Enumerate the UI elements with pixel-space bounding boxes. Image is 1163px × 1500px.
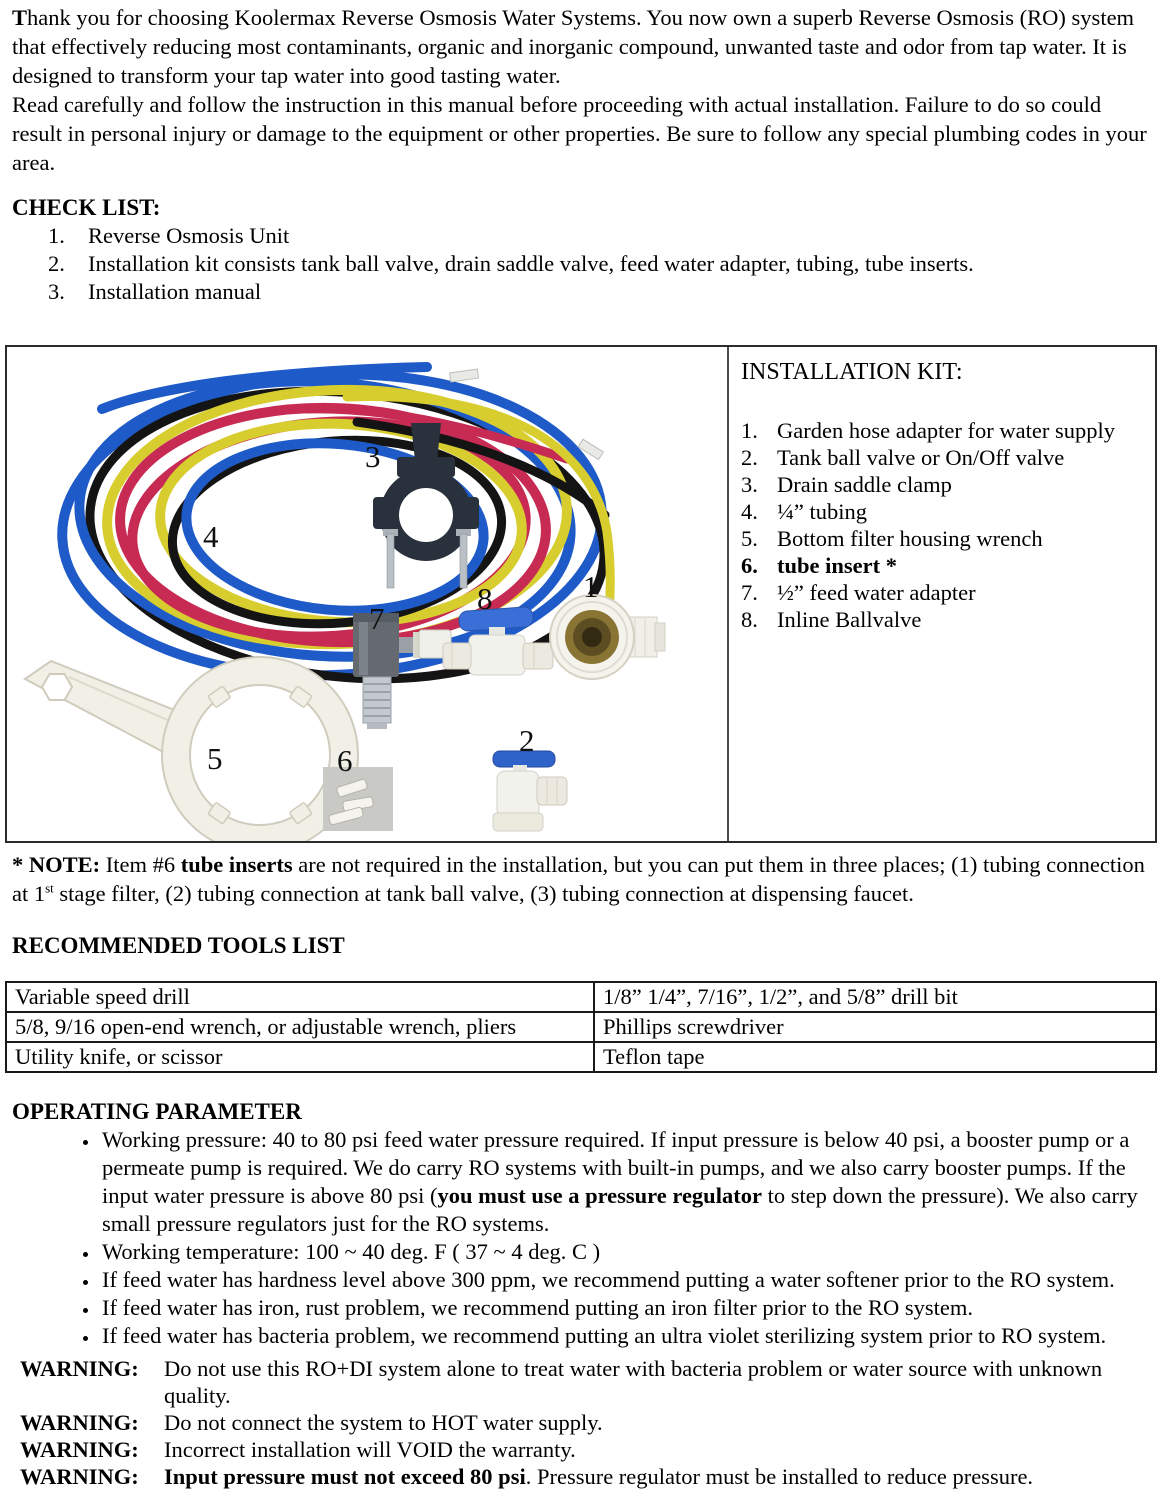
list-number: 3. — [48, 279, 65, 304]
check-list-item-text: Installation manual — [88, 279, 262, 304]
operating-parameter-heading: OPERATING PARAMETER — [12, 1098, 302, 1124]
kit-item-text: Tank ball valve or On/Off valve — [777, 445, 1065, 470]
list-number: 4. — [741, 499, 758, 524]
note-text: stage filter, (2) tubing connection at tank ball valve, (3) tubing connection at dispensing faucet. — [53, 881, 914, 906]
list-number: 3. — [741, 472, 758, 497]
bullet-working-pressure — [100, 1126, 1149, 1238]
table-cell: Teflon tape — [594, 1042, 1156, 1072]
table-row — [6, 1012, 1156, 1042]
kit-item-text: Inline Ballvalve — [777, 607, 922, 632]
part-label-2: 2 — [519, 723, 535, 758]
warning-row — [12, 1463, 1149, 1490]
intro-lead-letter: T — [12, 5, 28, 30]
part-label-8: 8 — [477, 581, 493, 616]
kit-parts-illustration — [7, 347, 723, 841]
check-list-item-text: Reverse Osmosis Unit — [88, 223, 290, 248]
warning-label: WARNING: — [20, 1436, 139, 1462]
installation-kit-title: INSTALLATION KIT: — [741, 359, 963, 385]
kit-item — [741, 606, 1147, 633]
bullet-text: Working pressure: 40 to 80 psi feed water pressure required. If input pressure is below 40 psi, a booster pump or a permeate pump is required. We do carry RO systems with built-in pumps, and we also carry booster pumps. If the input water pressure is above 80 psi ( — [102, 1126, 1130, 1208]
warning-text — [164, 1463, 1149, 1490]
part-label-1: 1 — [583, 569, 599, 604]
kit-item-text: ½” feed water adapter — [777, 580, 976, 605]
kit-item — [741, 471, 1147, 498]
tank-ball-valve-photo — [493, 751, 567, 831]
note-label: * NOTE: — [12, 852, 101, 877]
part-label-5: 5 — [207, 741, 223, 776]
list-number: 8. — [741, 607, 758, 632]
bullet-bold-text: you must use a pressure regulator — [437, 1182, 762, 1208]
list-number: 6. — [741, 553, 758, 578]
installation-kit-list — [741, 417, 1147, 633]
kit-item — [741, 525, 1147, 552]
part-label-4: 4 — [203, 519, 219, 554]
kit-item-text: Bottom filter housing wrench — [777, 526, 1043, 551]
table-row — [6, 1042, 1156, 1072]
bullet-bacteria: • If feed water has bacteria problem, we recommend putting an ultra violet sterilizing system prior to RO system. — [100, 1322, 1149, 1350]
bullet-text: to step down the pressure). We also carry small pressure regulators just for the RO systems. — [102, 1182, 1138, 1236]
table-cell: 1/8” 1/4”, 7/16”, 1/2”, and 5/8” drill bit — [594, 982, 1156, 1012]
check-list-heading: CHECK LIST: — [12, 195, 161, 220]
kit-item-text: tube insert * — [777, 553, 897, 578]
filter-housing-wrench-photo — [25, 657, 358, 841]
installation-kit-figure — [5, 345, 1157, 843]
recommended-tools-table — [5, 981, 1157, 1073]
warning-label: WARNING: — [20, 1355, 139, 1381]
garden-hose-adapter-photo — [550, 595, 665, 679]
warning-row — [12, 1436, 1149, 1463]
list-number: 2. — [741, 445, 758, 470]
warning-text: Incorrect installation will VOID the warranty. — [164, 1436, 576, 1462]
tools-list-heading: RECOMMENDED TOOLS LIST — [12, 932, 345, 958]
installation-kit-photo — [7, 347, 727, 841]
part-label-7: 7 — [369, 601, 385, 636]
kit-item-text: ¼” tubing — [777, 499, 867, 524]
check-list-item-text: Installation kit consists tank ball valve, drain saddle valve, feed water adapter, tubing, tube inserts. — [88, 251, 974, 276]
check-list-item — [12, 250, 1149, 278]
operating-parameter-list — [12, 1126, 1149, 1350]
check-list — [12, 222, 1149, 306]
note-bold-term: tube inserts — [180, 852, 293, 877]
list-number: 1. — [741, 418, 758, 443]
warning-bold-text: Input pressure must not exceed 80 psi — [164, 1463, 526, 1489]
table-cell: Phillips screwdriver — [594, 1012, 1156, 1042]
kit-item-tube-insert — [741, 552, 1147, 579]
list-number: 1. — [48, 223, 65, 248]
bullet-hardness: • If feed water has hardness level above 300 ppm, we recommend putting a water softener prior to the RO system. — [100, 1266, 1149, 1294]
kit-item-text: Garden hose adapter for water supply — [777, 418, 1115, 443]
table-row — [6, 982, 1156, 1012]
warning-label: WARNING: — [20, 1463, 139, 1489]
table-cell: 5/8, 9/16 open-end wrench, or adjustable wrench, pliers — [6, 1012, 594, 1042]
note-text: Item #6 — [100, 852, 181, 877]
list-number: 2. — [48, 251, 65, 276]
warning-row — [12, 1355, 1149, 1409]
kit-item-text: Drain saddle clamp — [777, 472, 952, 497]
kit-item — [741, 498, 1147, 525]
note-paragraph — [12, 850, 1149, 908]
installation-kit-panel — [727, 347, 1155, 841]
table-cell: Utility knife, or scissor — [6, 1042, 594, 1072]
kit-item — [741, 444, 1147, 471]
list-number: 5. — [741, 526, 758, 551]
kit-item — [741, 417, 1147, 444]
intro-paragraph-1 — [12, 3, 1149, 90]
check-list-item — [12, 222, 1149, 250]
warning-row — [12, 1409, 1149, 1436]
warnings-block — [12, 1355, 1149, 1490]
bullet-iron: • If feed water has iron, rust problem, we recommend putting an iron filter prior to the RO system. — [100, 1294, 1149, 1322]
tube-inserts-photo — [323, 767, 393, 831]
intro-paragraph-1-text: hank you for choosing Koolermax Reverse Osmosis Water Systems. You now own a superb Reverse Osmosis (RO) system that effectively reducing most contaminants, organic and inorganic compound, unwanted taste and odor from tap water. It is designed to transform your tap water into good tasting water. — [12, 5, 1135, 88]
intro-paragraph-2: Read carefully and follow the instruction in this manual before proceeding with actual installation. Failure to do so could result in personal injury or damage to the equipment or other properties. Be sure to follow any special plumbing codes in your area. — [12, 92, 1147, 175]
table-cell: Variable speed drill — [6, 982, 594, 1012]
warning-text: Do not connect the system to HOT water supply. — [164, 1409, 603, 1435]
list-number: 7. — [741, 580, 758, 605]
check-list-item — [12, 278, 1149, 306]
kit-item — [741, 579, 1147, 606]
note-text: are not required in the installation, but you can put them in three places; (1) tubing connection at 1 — [12, 852, 1145, 906]
part-label-3: 3 — [365, 439, 381, 474]
warning-text-rest: . Pressure regulator must be installed to reduce pressure. — [525, 1463, 1034, 1489]
bullet-working-temperature: • Working temperature: 100 ~ 40 deg. F ( 37 ~ 4 deg. C ) — [100, 1238, 1149, 1266]
part-label-6: 6 — [337, 743, 353, 778]
warning-label: WARNING: — [20, 1409, 139, 1435]
ordinal-superscript: st — [45, 880, 54, 896]
warning-text: Do not use this RO+DI system alone to treat water with bacteria problem or water source with unknown quality. — [164, 1355, 1103, 1408]
